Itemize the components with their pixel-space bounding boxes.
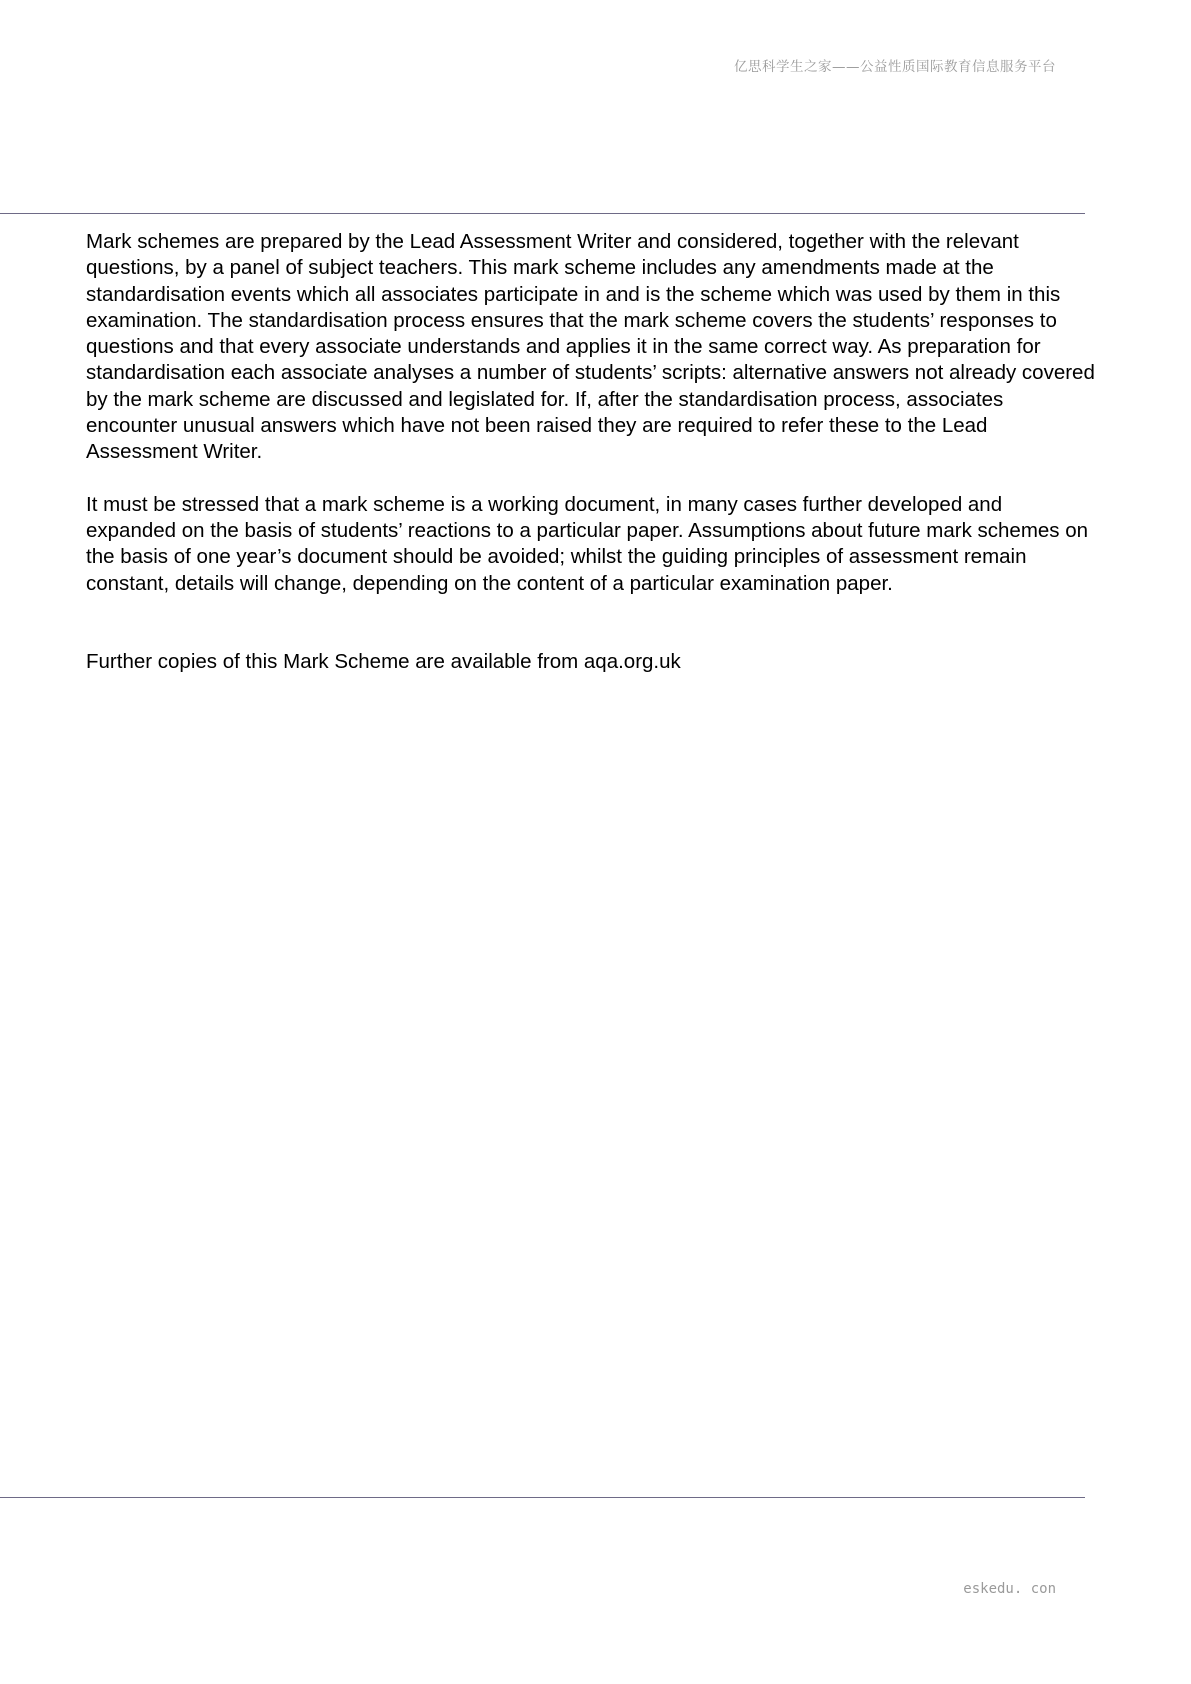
- document-body: [86, 229, 1096, 675]
- bottom-divider: [0, 1497, 1085, 1498]
- intro-paragraph: Mark schemes are prepared by the Lead Assessment Writer and considered, together with the relevant questions, by a panel of subject teachers. This mark scheme includes any amendments made at the standardisation events which all associates participate in and is the scheme which was used by them in this examination. The standardisation process ensures that the mark scheme covers the students’ responses to questions and that every associate understands and applies it in the same correct way. As preparation for standardisation each associate analyses a number of students’ scripts: alternative answers not already covered by the mark scheme are discussed and legislated for. If, after the standardisation process, associates encounter unusual answers which have not been raised they are required to refer these to the Lead Assessment Writer.: [86, 230, 1095, 464]
- working-document-paragraph: It must be stressed that a mark scheme is a working document, in many cases further developed and expanded on the basis of students’ reactions to a particular paper. Assumptions about future mark schemes on the basis of one year’s document should be avoided; whilst the guiding principles of assessment remain constant, details will change, depending on the content of a particular examination paper.: [86, 492, 1089, 595]
- header-watermark: 亿思科学生之家——公益性质国际教育信息服务平台: [734, 59, 1056, 75]
- footer-watermark: eskedu. con: [963, 1581, 1056, 1597]
- top-divider: [0, 213, 1085, 214]
- further-copies-text: Further copies of this Mark Scheme are available from aqa.org.uk: [86, 649, 681, 673]
